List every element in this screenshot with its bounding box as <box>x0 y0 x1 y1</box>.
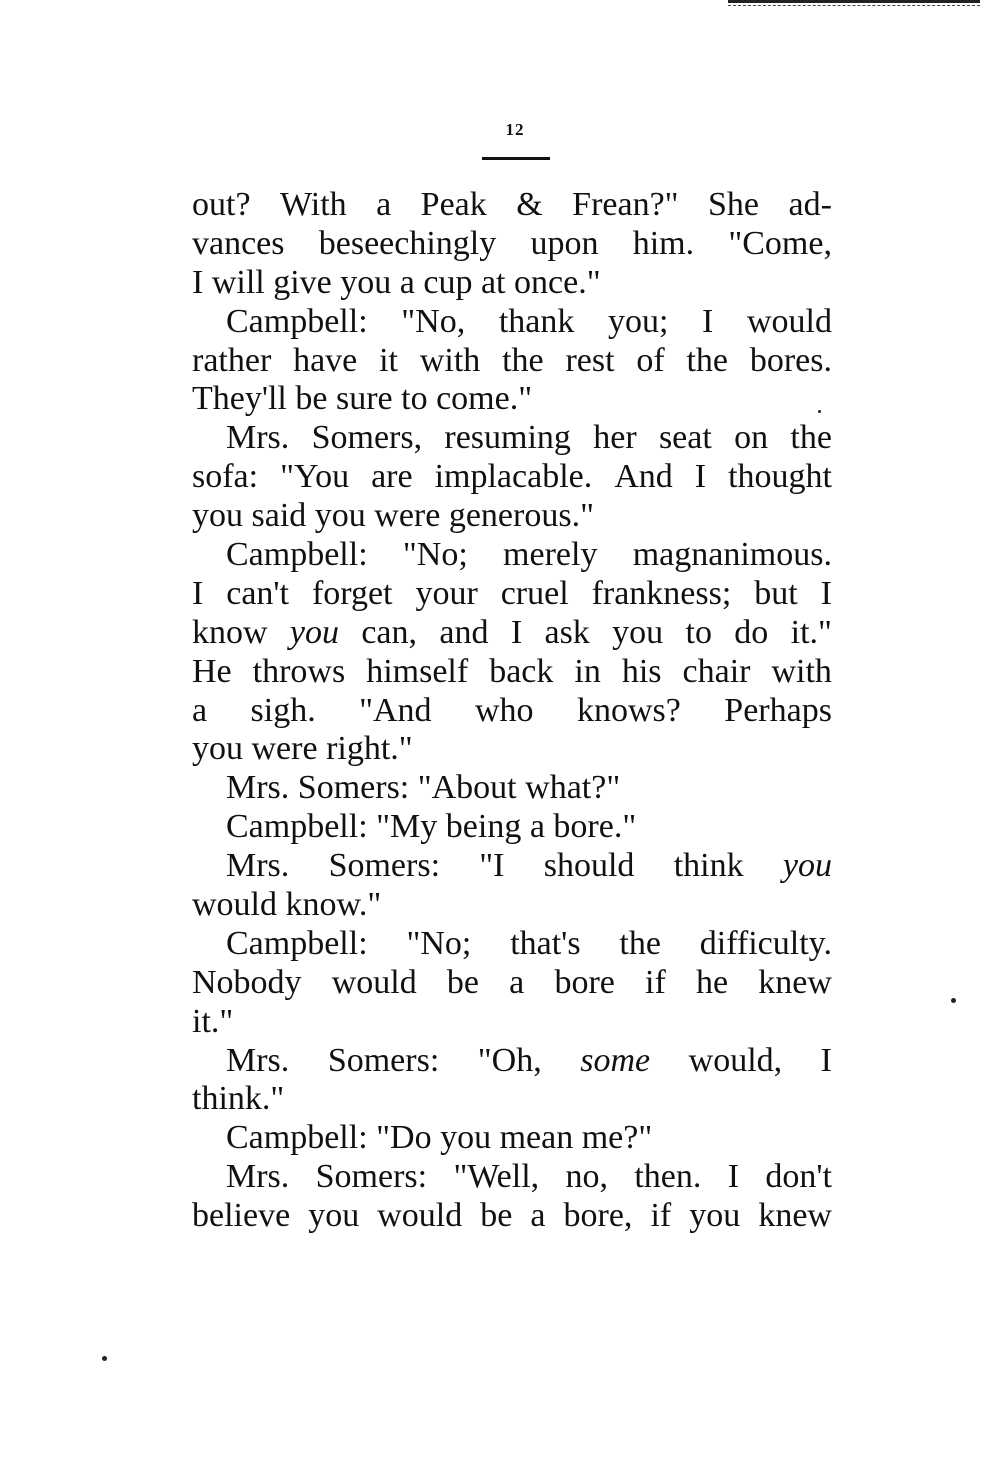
word: you <box>314 497 366 535</box>
text-line <box>192 769 832 808</box>
word: implacable. <box>434 458 593 496</box>
word: "No; <box>402 536 468 574</box>
word: the <box>790 419 832 457</box>
text-line <box>192 1080 832 1119</box>
word: Somers: <box>297 769 410 807</box>
word: merely <box>503 536 598 574</box>
word: would <box>331 963 417 1001</box>
text-line <box>192 303 832 342</box>
print-speck <box>102 1356 107 1361</box>
word: knows? <box>576 691 681 729</box>
text-line <box>192 1042 832 1081</box>
text-line <box>192 536 832 575</box>
word: some <box>580 1041 651 1079</box>
word: think <box>673 847 744 885</box>
word: that's <box>510 924 581 962</box>
word: out? <box>192 186 251 223</box>
word: I <box>510 613 523 651</box>
word: it." <box>790 613 832 651</box>
word: your <box>415 574 478 612</box>
word: him. <box>632 224 695 262</box>
word: Mrs. <box>226 1041 290 1079</box>
text-line <box>192 964 832 1003</box>
word: forget <box>311 574 393 612</box>
word: to <box>401 380 428 418</box>
word: in <box>574 652 601 690</box>
word: "And <box>359 691 432 729</box>
word: Peak <box>420 186 487 223</box>
word: bores. <box>749 341 832 379</box>
text-line <box>192 886 832 925</box>
word: be <box>446 963 479 1001</box>
word: Campbell: <box>226 808 368 846</box>
word: Campbell: <box>226 924 368 962</box>
word: who <box>474 691 534 729</box>
word: generous." <box>448 497 594 535</box>
word: will <box>211 263 265 301</box>
text-line <box>192 497 832 536</box>
word: a <box>192 691 208 729</box>
word: the <box>502 341 544 379</box>
word: I <box>727 1158 740 1196</box>
word: ad- <box>788 186 832 223</box>
word: mean <box>499 1119 574 1157</box>
word: bore <box>554 963 615 1001</box>
word: cup <box>423 263 473 301</box>
word: what?" <box>525 769 621 807</box>
text-line <box>192 692 832 731</box>
word: rest <box>565 341 615 379</box>
word: & <box>516 186 543 223</box>
text-line <box>192 264 832 303</box>
word: I <box>192 574 204 612</box>
word: you <box>689 1197 741 1235</box>
word: you <box>289 613 339 651</box>
word: right." <box>326 730 413 768</box>
text-line <box>192 342 832 381</box>
word: a <box>530 1197 546 1235</box>
text-line <box>192 1003 832 1042</box>
word: said <box>251 497 307 535</box>
word: if <box>650 1197 672 1235</box>
word: "My <box>376 808 438 846</box>
word: Frean?" <box>572 186 679 223</box>
word: you <box>340 263 392 301</box>
print-speck <box>951 998 956 1003</box>
text-line <box>192 380 832 419</box>
text-line <box>192 847 832 886</box>
word: then. <box>634 1158 702 1196</box>
word: it <box>379 341 398 379</box>
word: do <box>734 613 769 651</box>
word: it." <box>192 1002 234 1040</box>
text-line <box>192 458 832 497</box>
word: "About <box>417 769 517 807</box>
word: know." <box>285 886 382 924</box>
word: on <box>734 419 769 457</box>
text-line <box>192 575 832 614</box>
word: think." <box>192 1080 285 1118</box>
word: upon <box>530 224 599 262</box>
word: would, <box>688 1041 783 1079</box>
word: bore." <box>553 808 637 846</box>
word: at <box>480 263 506 301</box>
word: bore, <box>563 1197 633 1235</box>
word: They'll <box>192 380 287 418</box>
word: he <box>695 963 729 1001</box>
text-line <box>192 730 832 769</box>
word: her <box>593 419 637 457</box>
word: no, <box>565 1158 609 1196</box>
word: being <box>445 808 522 846</box>
print-speck <box>818 410 821 413</box>
word: you <box>192 497 243 535</box>
text-line <box>192 1197 832 1236</box>
word: And <box>614 458 673 496</box>
word: would <box>192 886 277 924</box>
word: thought <box>728 458 832 496</box>
word: vances <box>192 224 285 262</box>
word: his <box>621 652 662 690</box>
word: you <box>612 613 664 651</box>
top-edge-rule <box>728 0 980 6</box>
word: you <box>782 847 832 885</box>
word: were <box>251 730 318 768</box>
word: "Oh, <box>477 1041 542 1079</box>
word: I <box>820 574 832 612</box>
word: resuming <box>444 419 571 457</box>
word: With <box>280 186 347 223</box>
word: "Well, <box>453 1158 540 1196</box>
word: if <box>645 963 666 1001</box>
word: you; <box>607 302 669 340</box>
word: have <box>293 341 358 379</box>
word: rather <box>192 341 272 379</box>
word: would <box>377 1197 463 1235</box>
word: you <box>192 730 243 768</box>
word: frankness; <box>591 574 732 612</box>
word: can, <box>361 613 418 651</box>
word: Somers: <box>327 1041 440 1079</box>
word: Mrs. <box>226 1158 290 1196</box>
page-number: 12 <box>505 120 525 139</box>
word: "No; <box>406 924 472 962</box>
word: I <box>820 1041 832 1079</box>
word: Mrs. <box>226 769 290 807</box>
word: back <box>489 652 554 690</box>
text-line <box>192 1119 832 1158</box>
word: Campbell: <box>226 302 368 340</box>
text-line <box>192 186 832 225</box>
word: ask <box>544 613 590 651</box>
word: knew <box>758 963 832 1001</box>
word: thank <box>498 302 575 340</box>
word: "Come, <box>728 224 832 262</box>
word: difficulty. <box>699 924 832 962</box>
word: Mrs. <box>226 847 290 885</box>
word: "I <box>479 847 505 885</box>
text-line <box>192 653 832 692</box>
word: "You <box>280 458 350 496</box>
word: Campbell: <box>226 1119 368 1157</box>
word: seat <box>658 419 712 457</box>
word: once." <box>514 263 601 301</box>
word: come." <box>436 380 533 418</box>
word: be <box>480 1197 513 1235</box>
word: would <box>746 302 832 340</box>
word: a <box>509 963 525 1001</box>
word: She <box>708 186 760 223</box>
word: knew <box>758 1197 832 1235</box>
word: a <box>399 263 415 301</box>
word: chair <box>682 652 751 690</box>
word: Somers: <box>315 1158 428 1196</box>
word: give <box>273 263 332 301</box>
word: Somers: <box>328 847 441 885</box>
text-line <box>192 1158 832 1197</box>
word: believe <box>192 1197 291 1235</box>
word: but <box>754 574 798 612</box>
word: were <box>374 497 441 535</box>
word: to <box>685 613 712 651</box>
word: the <box>686 341 729 379</box>
text-line <box>192 925 832 964</box>
word: can't <box>226 574 290 612</box>
text-line <box>192 419 832 458</box>
word: are <box>371 458 413 496</box>
word: a <box>376 186 392 223</box>
word: "Do <box>376 1119 432 1157</box>
word: me?" <box>581 1119 653 1157</box>
word: magnanimous. <box>632 536 832 574</box>
word: Perhaps <box>724 691 832 729</box>
word: a <box>529 808 545 846</box>
word: cruel <box>500 574 569 612</box>
word: you <box>440 1119 492 1157</box>
word: Mrs. <box>226 419 290 457</box>
word: Somers, <box>311 419 423 457</box>
word: I <box>702 302 714 340</box>
text-line <box>192 225 832 264</box>
word: Nobody <box>192 963 302 1001</box>
word: with <box>419 341 481 379</box>
word: sure <box>335 380 393 418</box>
word: throws <box>252 652 346 690</box>
word: know <box>192 613 268 651</box>
word: don't <box>765 1158 832 1196</box>
word: I <box>694 458 707 496</box>
word: I <box>192 263 204 301</box>
word: He <box>192 652 232 690</box>
word: sofa: <box>192 458 259 496</box>
word: be <box>295 380 328 418</box>
word: himself <box>366 652 469 690</box>
word: should <box>543 847 635 885</box>
word: you <box>308 1197 360 1235</box>
word: and <box>439 613 489 651</box>
word: of <box>636 341 665 379</box>
word: the <box>619 924 661 962</box>
word: Campbell: <box>226 536 368 574</box>
word: beseechingly <box>318 224 497 262</box>
page-number-rule <box>482 157 550 160</box>
text-line <box>192 614 832 653</box>
word: sigh. <box>250 691 316 729</box>
text-line <box>192 808 832 847</box>
word: "No, <box>401 302 466 340</box>
page-text <box>192 186 832 1236</box>
word: with <box>771 652 832 690</box>
